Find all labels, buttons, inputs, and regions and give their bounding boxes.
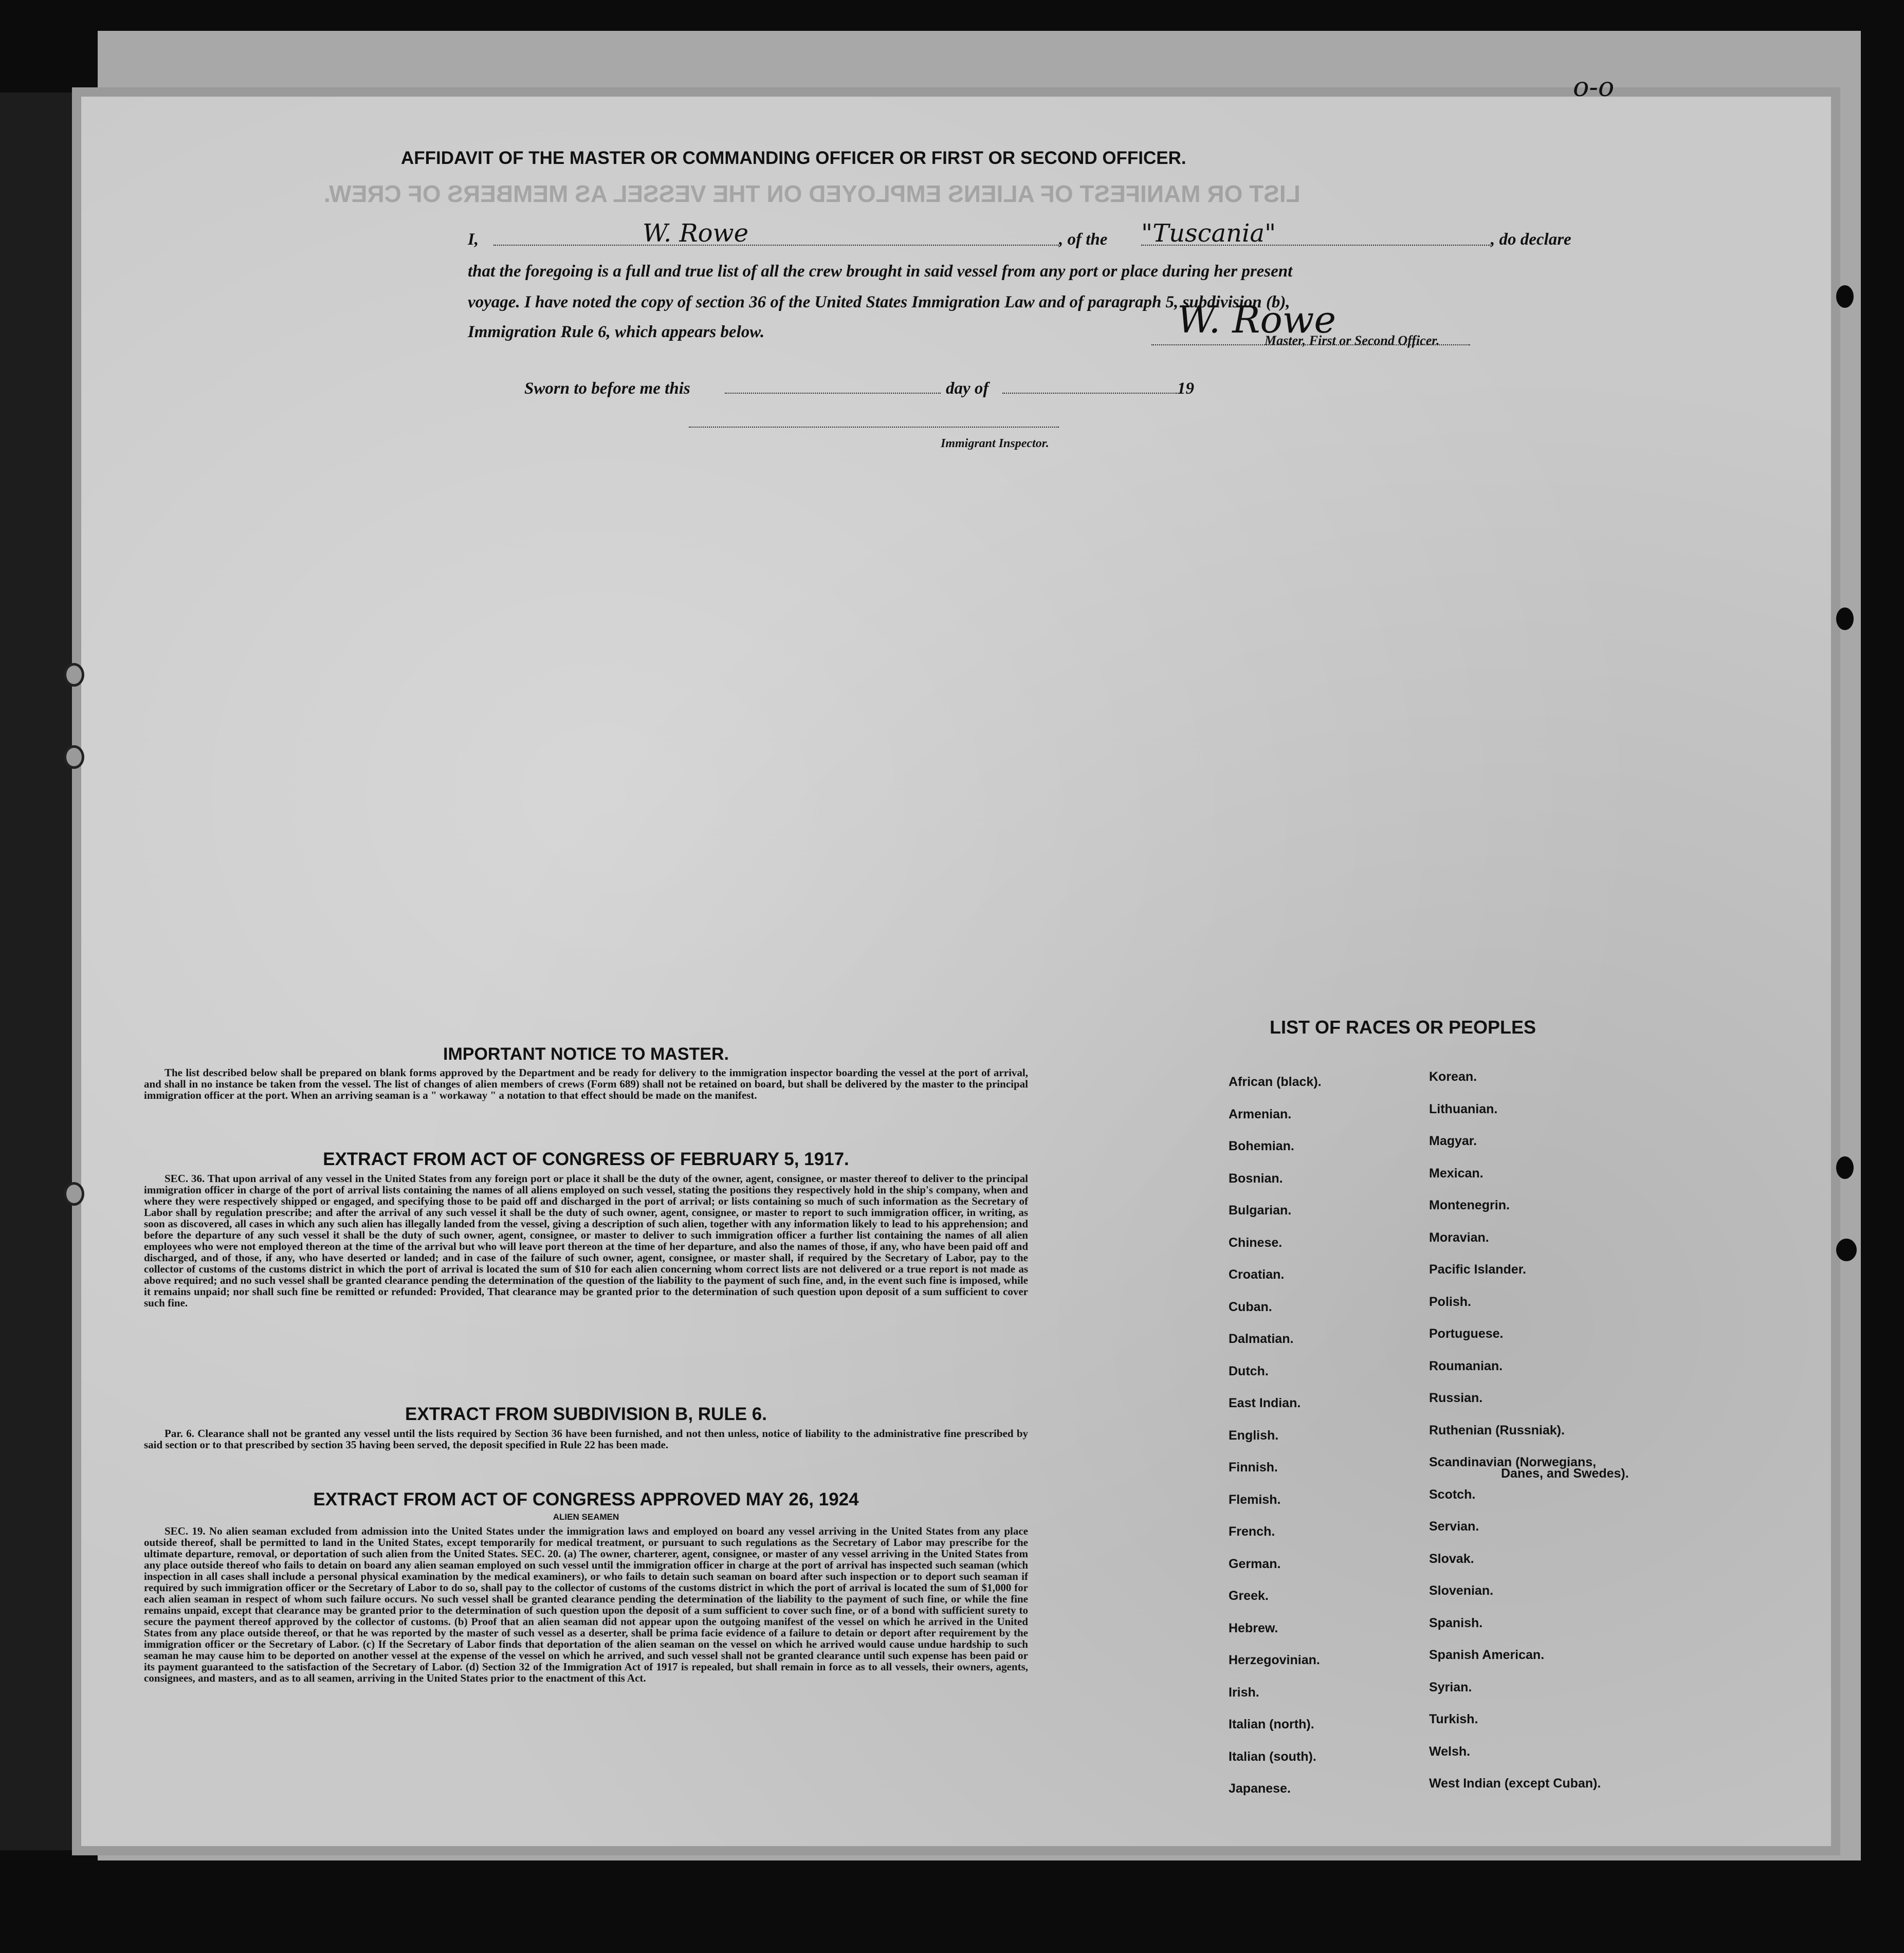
punch-hole bbox=[1836, 1239, 1857, 1261]
punch-hole bbox=[1836, 285, 1854, 308]
race-item: Lithuanian. bbox=[1429, 1101, 1498, 1116]
affidavit-title: AFFIDAVIT OF THE MASTER OR COMMANDING OFFICER OR FIRST OR SECOND OFFICER. bbox=[401, 148, 1186, 168]
race-item: Polish. bbox=[1429, 1294, 1471, 1309]
race-item: Dutch. bbox=[1229, 1364, 1269, 1378]
race-item: Bohemian. bbox=[1229, 1139, 1294, 1153]
race-item: Dalmatian. bbox=[1229, 1332, 1294, 1346]
binder-ring bbox=[64, 745, 84, 769]
extract-1917-title: EXTRACT FROM ACT OF CONGRESS OF FEBRUARY 5, 1917. bbox=[323, 1149, 849, 1169]
binder-ring bbox=[64, 1182, 84, 1206]
race-item: Greek. bbox=[1229, 1589, 1269, 1603]
subdivision-b-title: EXTRACT FROM SUBDIVISION B, RULE 6. bbox=[405, 1404, 767, 1424]
race-item: Italian (south). bbox=[1229, 1749, 1316, 1764]
race-item: Spanish. bbox=[1429, 1615, 1483, 1630]
race-item: Servian. bbox=[1429, 1519, 1479, 1534]
race-item: Montenegrin. bbox=[1429, 1198, 1510, 1212]
race-item: Cuban. bbox=[1229, 1299, 1272, 1314]
sworn-day-line bbox=[725, 393, 941, 394]
race-item: Herzegovinian. bbox=[1229, 1653, 1320, 1667]
race-item: Scandinavian (Norwegians, bbox=[1429, 1455, 1597, 1469]
race-item: Finnish. bbox=[1229, 1460, 1278, 1475]
race-item: English. bbox=[1229, 1428, 1279, 1443]
do-declare-label: , do declare bbox=[1491, 230, 1571, 249]
signature-caption: Master, First or Second Officer. bbox=[1265, 333, 1440, 348]
race-item: Magyar. bbox=[1429, 1134, 1477, 1148]
extract-1924-subtitle: ALIEN SEAMEN bbox=[553, 1512, 619, 1522]
race-item: West Indian (except Cuban). bbox=[1429, 1776, 1601, 1791]
notice-body: The list described below shall be prepared on blank forms approved by the Department and be ready for delivery to the immigration inspector boarding the vessel at the port of arrival, and shall in no instance be taken from the vessel. The list of changes of alien members of crews (Form 689) shall not be retained on board, but shall be delivered by the master to the principal immigration officer at the port. When an arriving seaman is a " workaway " a notation to that effect should be made on the manifest. bbox=[144, 1066, 1028, 1101]
subdivision-b-body: Par. 6. Clearance shall not be granted any vessel until the lists required by Section 36 have been furnished, and not then unless, notice of liability to the administrative fine prescribed by said section or to that prescribed by section 35 having been served, the deposit specified in Rule 22 has been made. bbox=[144, 1427, 1028, 1451]
race-item: Scotch. bbox=[1429, 1487, 1476, 1502]
inspector-line bbox=[689, 427, 1059, 428]
of-the-label: , of the bbox=[1059, 230, 1108, 249]
punch-hole bbox=[1836, 1156, 1854, 1179]
binder-ring bbox=[64, 663, 84, 687]
race-item: Croatian. bbox=[1229, 1267, 1285, 1282]
corner-mark: o-o bbox=[1573, 72, 1615, 103]
vessel-name-handwritten: "Tuscania" bbox=[1141, 219, 1276, 248]
day-of-label: day of bbox=[946, 379, 989, 398]
races-left-column bbox=[1229, 1074, 1424, 1813]
sworn-label: Sworn to before me this bbox=[524, 379, 690, 398]
race-item: Welsh. bbox=[1429, 1744, 1471, 1759]
affidavit-line-4: Immigration Rule 6, which appears below. bbox=[468, 323, 765, 341]
notice-title: IMPORTANT NOTICE TO MASTER. bbox=[443, 1044, 729, 1064]
race-item: Ruthenian (Russniak). bbox=[1429, 1423, 1565, 1438]
affidavit-line-3: voyage. I have noted the copy of section 36 of the United States Immigration Law and of paragraph 5, subdivision (b), bbox=[468, 293, 1290, 311]
master-name-handwritten: W. Rowe bbox=[643, 219, 748, 248]
race-item: Bulgarian. bbox=[1229, 1203, 1292, 1218]
race-item: African (black). bbox=[1229, 1075, 1322, 1089]
race-item: Flemish. bbox=[1229, 1492, 1281, 1507]
bleed-through-text: LIST OR MANIFEST OF ALIENS EMPLOYED ON THE VESSEL AS MEMBERS OF CREW. bbox=[324, 180, 1301, 207]
race-item: Japanese. bbox=[1229, 1781, 1291, 1796]
race-item: Syrian. bbox=[1429, 1680, 1472, 1694]
races-title: LIST OF RACES OR PEOPLES bbox=[1270, 1017, 1536, 1038]
race-item: Portuguese. bbox=[1429, 1326, 1504, 1341]
extract-1924-body: SEC. 19. No alien seaman excluded from admission into the United States under the immigration laws and employed on board any vessel arriving in the United States from any place outside thereof, shall be permitted to land in the United States, except temporarily for medical treatment, or pursuant to such regulations as the Secretary of Labor may prescribe for the ultimate departure, removal, or deportation of such alien from the United States. SEC. 20. (a) The owner, charterer, agent, consignee, or master of any vessel arriving in the United States from any place outside thereof who fails to detain on board any alien seaman employed on such vessel until the immigration officer in charge at the port of arrival has inspected such seaman (which inspection in all cases shall include a personal physical examination by the medical examiners), or who fails to detain such seaman on board after such inspection or to deport such seaman if required by such immigration officer or the Secretary of Labor to do so, shall pay to the collector of customs of the customs district in which the port of arrival is located the sum of $1,000 for each alien seaman in respect of whom such failure occurs. No such vessel shall be granted clearance pending the determination of the liability to the payment of such fine, or while the fine remains unpaid, except that clearance may be granted prior to the determination of such question upon the deposit of a sum sufficient to cover such fine, or of a bond with sufficient surety to secure the payment thereof approved by the collector of customs. (b) Proof that an alien seaman did not appear upon the outgoing manifest of the vessel on which he arrived in the United States from any place outside thereof, or that he was reported by the master of such vessel as a deserter, shall be prima facie evidence of a failure to detain or deport after requirement by the immigration officer or the Secretary of Labor. (c) If the Secretary of Labor finds that deportation of the alien seaman on the vessel on which he arrived would cause undue hardship to such seaman he may cause him to be deported on another vessel at the expense of the vessel on which he arrived, and such vessel shall not be granted clearance until such expense has been paid or its payment guaranteed to the satisfaction of the Secretary of Labor. (d) Section 32 of the Immigration Act of 1917 is repealed, but shall remain in force as to all vessels, their owners, agents, consignees, and masters, and as to all seamen, arriving in the United States prior to the enactment of this Act. bbox=[144, 1525, 1028, 1684]
race-item: Irish. bbox=[1229, 1685, 1259, 1700]
race-item: Roumanian. bbox=[1429, 1358, 1503, 1373]
race-item: Russian. bbox=[1429, 1391, 1483, 1405]
year-label: 19 bbox=[1177, 379, 1194, 398]
race-item: Italian (north). bbox=[1229, 1717, 1314, 1731]
affidavit-i: I, bbox=[468, 230, 479, 249]
sworn-month-line bbox=[1002, 393, 1177, 394]
punch-hole bbox=[1836, 607, 1854, 630]
name-line bbox=[493, 245, 1059, 246]
race-item: Turkish. bbox=[1429, 1712, 1478, 1726]
race-item: Moravian. bbox=[1429, 1230, 1489, 1245]
races-scandinavian-continuation: Danes, and Swedes). bbox=[1501, 1466, 1629, 1481]
race-item: German. bbox=[1229, 1556, 1281, 1571]
race-item: Slovak. bbox=[1429, 1551, 1474, 1566]
race-item: Mexican. bbox=[1429, 1166, 1484, 1181]
master-signature: W. Rowe bbox=[1177, 298, 1336, 341]
document-page bbox=[72, 72, 1840, 1855]
race-item: Pacific Islander. bbox=[1429, 1262, 1526, 1277]
extract-1917-body: SEC. 36. That upon arrival of any vessel in the United States from any foreign port or place it shall be the duty of the owner, agent, consignee, or master thereof to deliver to the principal immigration officer in charge of the port of arrival lists containing the names of all aliens employed on such vessel, stating the positions they respectively hold in the ship's company, when and where they were respectively shipped or engaged, and specifying those to be paid off and discharged in the port of arrival; or lists containing so much of such information as the Secretary of Labor shall by regulation prescribe; and after the arrival of any such vessel it shall be the duty of such owner, agent, consignee, or master to report to such immigration officer, in writing, as soon as discovered, all cases in which any such alien has illegally landed from the vessel, giving a description of such alien, together with any information likely to lead to his apprehension; and before the departure of any such vessel it shall be the duty of such owner, agent, consignee, or master to deliver to such immigration officer a further list containing the names of all alien employees who were not employed thereon at the time of the arrival but who will leave port thereon at the time of her departure, and also the names of those, if any, who have been paid off and discharged, and of those, if any, who have deserted or landed; and in case of the failure of such owner, agent, consignee, or master shall, if required by the Secretary of Labor, pay to the collector of customs of the customs district in which the port of arrival is located the sum of $10 for each alien concerning whom correct lists are not delivered or a true report is not made as above required; and no such vessel shall be granted clearance pending the determination of the question of the liability to the payment of such fine, and, in the event such fine is imposed, while it remains unpaid; nor shall such fine be remitted or refunded: Provided, That clearance may be granted prior to the determination of such question upon deposit of a sum sufficient to cover such fine. bbox=[144, 1172, 1028, 1309]
race-item: Chinese. bbox=[1229, 1235, 1283, 1250]
race-item: Korean. bbox=[1429, 1070, 1477, 1084]
race-item: Hebrew. bbox=[1229, 1620, 1278, 1635]
inspector-caption: Immigrant Inspector. bbox=[941, 437, 1049, 450]
race-item: Bosnian. bbox=[1229, 1171, 1283, 1186]
extract-1924-title: EXTRACT FROM ACT OF CONGRESS APPROVED MAY 26, 1924 bbox=[313, 1489, 859, 1509]
affidavit-line-2: that the foregoing is a full and true list of all the crew brought in said vessel from any port or place during her present bbox=[468, 262, 1293, 281]
race-item: Armenian. bbox=[1229, 1107, 1292, 1121]
binding-spine bbox=[0, 93, 75, 1850]
race-item: Spanish American. bbox=[1429, 1648, 1545, 1662]
race-item: Slovenian. bbox=[1429, 1583, 1494, 1598]
races-right-column bbox=[1429, 1069, 1696, 1808]
race-item: East Indian. bbox=[1229, 1396, 1301, 1410]
race-item: French. bbox=[1229, 1524, 1275, 1539]
